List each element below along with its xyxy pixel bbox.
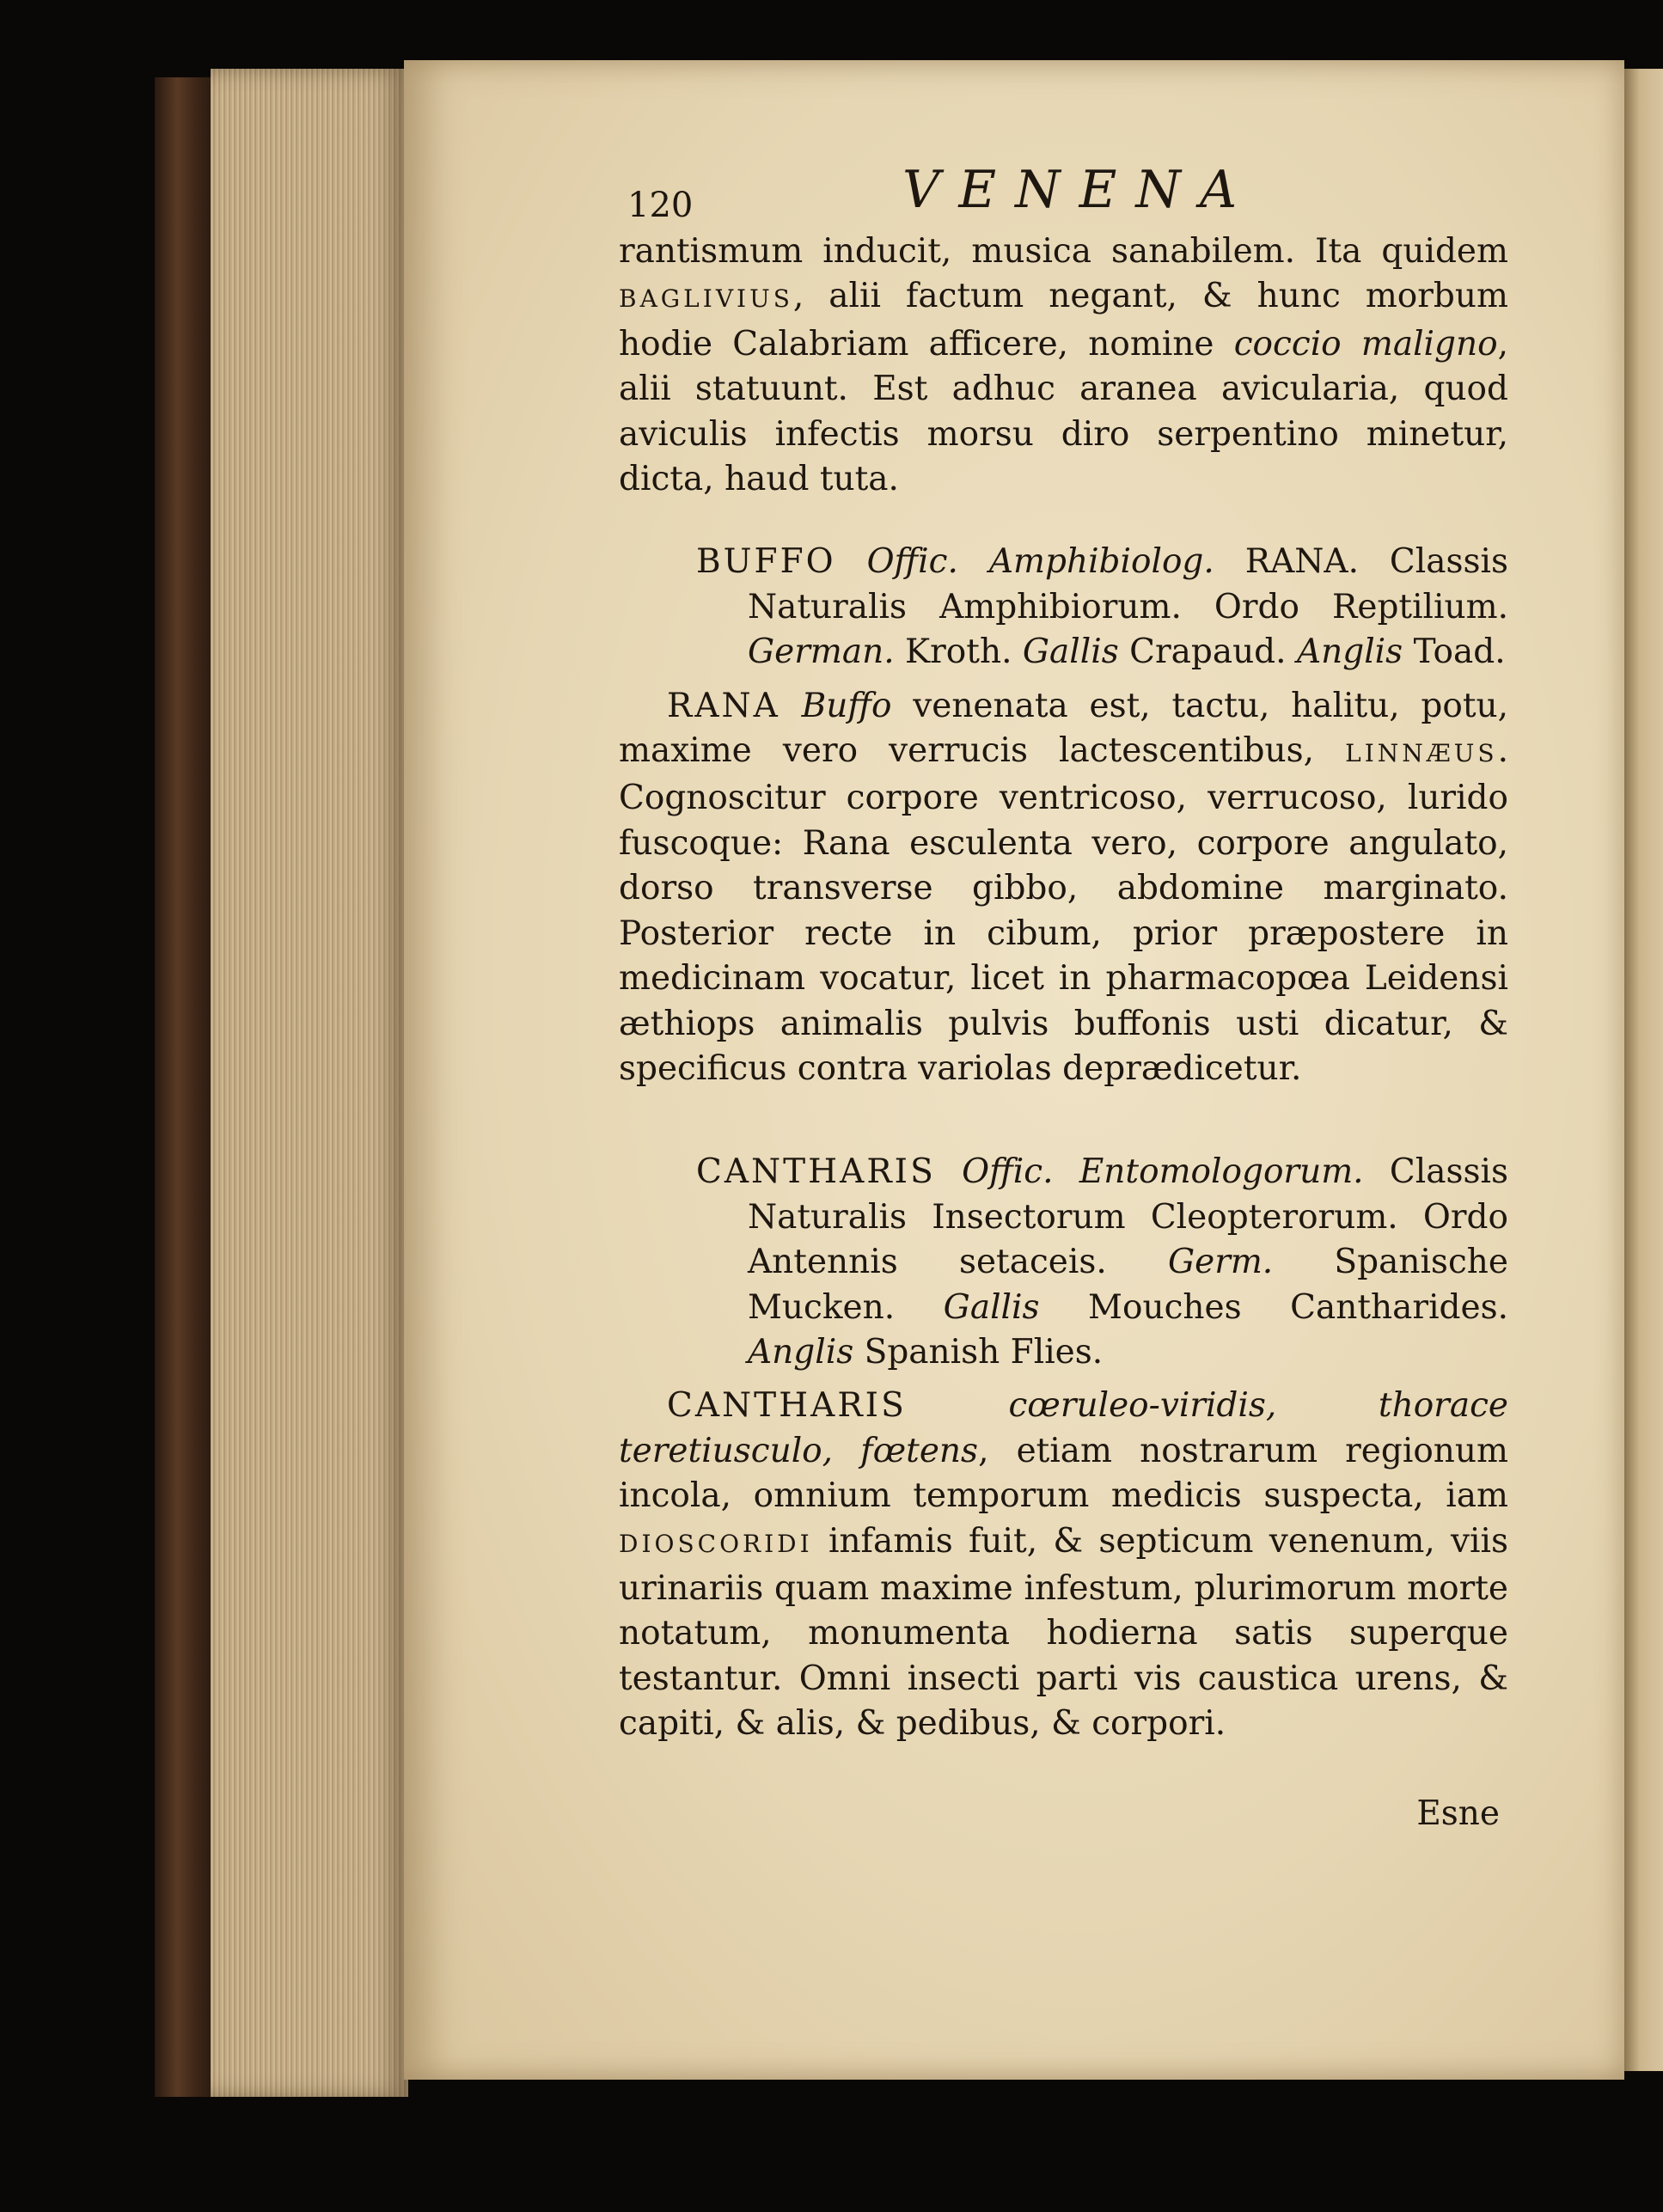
entry-heading: BUFFO: [696, 542, 836, 582]
next-page-edge: [1624, 69, 1663, 2071]
book-cover: [155, 77, 219, 2097]
text-run: , alii factum negant, & hunc morbum hodie Calabriam afficere, nomine: [619, 277, 1508, 364]
text-run: , alii statuunt. Est adhuc aranea avicularia, quod aviculis infectis morsu diro serpentino minetur, dicta, haud tuta.: [619, 324, 1508, 499]
text-run: infamis fuit, & septicum venenum, viis urinariis quam maxime infestum, plurimorum morte notatum, monumenta hodierna satis superque testantur. Omni insecti parti vis caustica urens, & capiti, & alis, & pedibus, & corpori.: [619, 1521, 1508, 1744]
text-run: Crapaud.: [1118, 632, 1297, 672]
text-run: Spanish Flies.: [853, 1332, 1104, 1372]
paragraph-tarantula: [619, 229, 1508, 502]
paragraph-cantharis: [619, 1384, 1508, 1746]
catchword: Esne: [1416, 1793, 1500, 1833]
text-run: . Cognoscitur corpore ventricoso, verrucoso, lurido fuscoque: Rana esculenta vero, corpore angulato, dorso transverse gibbo, abdomine marginato. Posterior recte in cibum, prior præpostere in medicinam vocatur, licet in pharmacopœa Leidensi æthiops animalis pulvis buffonis usti dicatur, & specificus contra variolas deprædicetur.: [619, 731, 1508, 1088]
page-number: 120: [627, 186, 694, 225]
entry-heading: RANA: [667, 686, 780, 725]
text-run: , etiam nostrarum regionum incola, omnium temporum medicis suspecta, iam: [619, 1431, 1509, 1516]
paragraph-rana: [619, 684, 1508, 1092]
entry-cantharis: [696, 1150, 1509, 1375]
italic-run: Buffo: [801, 686, 892, 725]
italic-run: Offic. Entomologorum.: [962, 1152, 1364, 1192]
running-head: [619, 160, 1508, 229]
text-run: Mouches Cantharides.: [1039, 1287, 1508, 1327]
italic-run: German.: [748, 632, 895, 672]
italic-run: Offic. Amphibiolog.: [866, 542, 1214, 582]
text-run: Kroth.: [894, 632, 1023, 672]
text-run: Classis Naturalis Insectorum Cleopterorum. Ordo Antennis setaceis.: [748, 1152, 1509, 1282]
text-run: venenata est, tactu, halitu, potu, maxime vero verrucis lactescentibus,: [619, 686, 1509, 771]
italic-run: cœruleo-viridis, thorace teretiusculo, fœtens: [619, 1386, 1508, 1470]
italic-run: Anglis: [748, 1332, 854, 1372]
text-run: Toad.: [1403, 632, 1506, 672]
author-name: BAGLIVIUS: [619, 284, 793, 314]
entry-heading: CANTHARIS: [696, 1152, 936, 1192]
italic-run: Anglis: [1296, 632, 1403, 672]
author-name: DIOSCORIDI: [619, 1529, 813, 1558]
italic-run: coccio maligno: [1233, 324, 1498, 364]
italic-run: Gallis: [1022, 632, 1119, 672]
text-run: RANA. Classis Naturalis Amphibiorum. Ordo Reptilium.: [748, 542, 1508, 626]
entry-buffo: [696, 540, 1508, 675]
author-name: LINNÆUS: [1345, 739, 1498, 768]
entry-heading: CANTHARIS: [667, 1386, 907, 1426]
text-run: rantismum inducit, musica sanabilem. Ita quidem: [619, 232, 1508, 271]
page-edges: [211, 69, 408, 2097]
italic-run: Germ.: [1167, 1243, 1274, 1282]
page-text: [619, 160, 1509, 1836]
text-run: Spanische Mucken.: [748, 1243, 1508, 1327]
running-title: VENENA: [902, 160, 1256, 220]
italic-run: Gallis: [943, 1287, 1040, 1327]
